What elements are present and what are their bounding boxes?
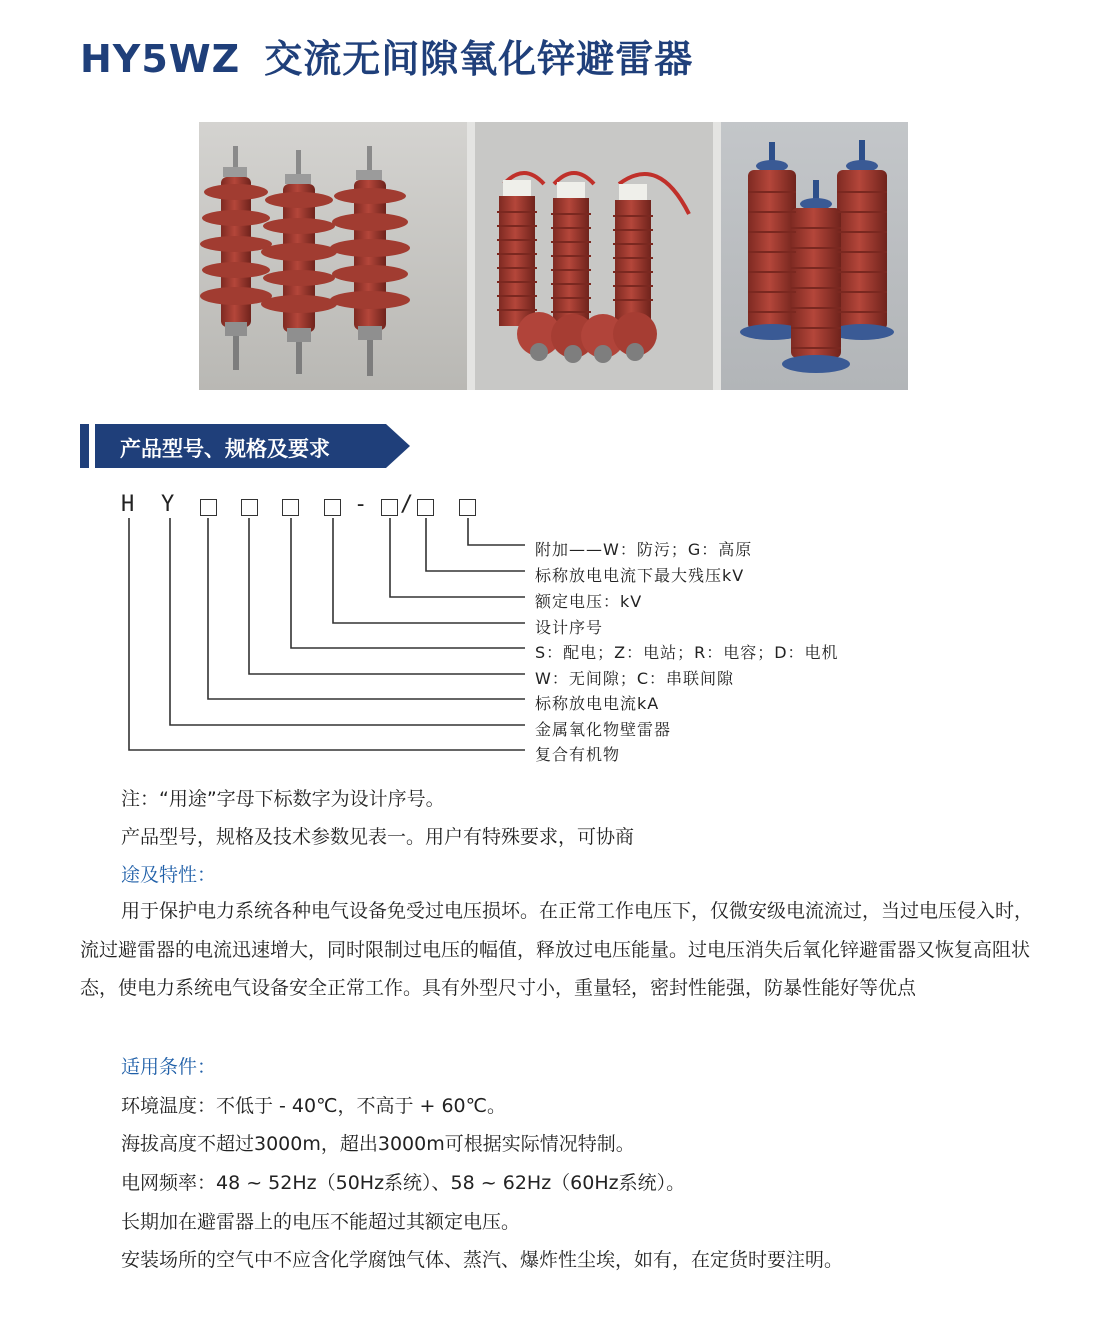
usage-heading: 途及特性： <box>121 864 217 886</box>
legend-item-1: 附加——W：防污；G：高原 <box>535 540 753 559</box>
code-char-y: Y <box>161 492 175 517</box>
note-1: 注：“用途”字母下标数字为设计序号。 <box>121 788 445 810</box>
usage-body: 用于保护电力系统各种电气设备免受过电压损坏。在正常工作电压下，仅微安级电流流过，当过电压侵入时，流过避雷器的电流迅速增大，同时限制过电压的幅值，释放过电压能量。过电压消失后氧化锌避雷器又恢复高阻状态，使电力系统电气设备安全正常工作。具有外型尺寸小，重量轻，密封性能强，防暴性能好等优点 <box>80 900 1034 999</box>
legend-item-4: 设计序号 <box>535 618 604 637</box>
condition-item-3: 电网频率：48 ~ 52Hz（50Hz系统）、58 ~ 62Hz（60Hz系统）。 <box>121 1172 686 1194</box>
note-2: 产品型号，规格及技术参数见表一。用户有特殊要求，可协商 <box>121 826 635 848</box>
legend-item-8: 金属氧化物壁雷器 <box>535 720 672 739</box>
conditions-heading: 适用条件： <box>121 1056 217 1078</box>
model-code-diagram <box>0 488 1098 768</box>
condition-item-1: 环境温度：不低于 - 40℃，不高于 + 60℃。 <box>121 1095 506 1117</box>
title-code: HY5WZ <box>80 37 241 81</box>
section-title: 产品型号、规格及要求 <box>120 437 330 461</box>
code-char-h: H <box>121 492 135 517</box>
product-photos-illustration <box>199 122 908 390</box>
condition-item-2: 海拔高度不超过3000m，超出3000m可根据实际情况特制。 <box>121 1133 635 1155</box>
page-title <box>80 28 693 83</box>
product-photos <box>199 122 908 390</box>
code-char-dash: - <box>354 492 368 517</box>
legend-item-6: W：无间隙；C：串联间隙 <box>535 669 734 688</box>
code-char-slash: / <box>400 492 414 517</box>
legend-item-7: 标称放电电流kA <box>535 694 660 713</box>
legend-item-2: 标称放电电流下最大残压kV <box>535 566 745 585</box>
title-name: 交流无间隙氧化锌避雷器 <box>264 37 694 81</box>
condition-item-5: 安装场所的空气中不应含化学腐蚀气体、蒸汽、爆炸性尘埃，如有，在定货时要注明。 <box>121 1249 844 1271</box>
legend-item-5: S：配电；Z：电站；R：电容；D：电机 <box>535 643 839 662</box>
legend-item-9: 复合有机物 <box>535 745 621 764</box>
condition-item-4: 长期加在避雷器上的电压不能超过其额定电压。 <box>121 1211 521 1233</box>
legend-item-3: 额定电压：kV <box>535 592 643 611</box>
section-banner <box>80 424 412 468</box>
